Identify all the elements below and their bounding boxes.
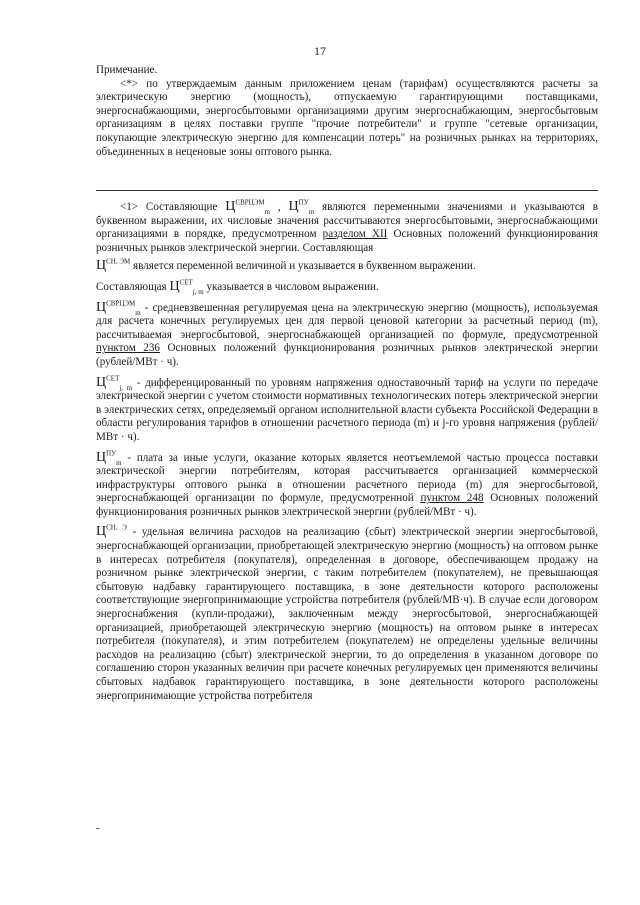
- trailing-mark: -: [96, 822, 100, 834]
- link-point-248[interactable]: пунктом 248: [420, 492, 484, 505]
- footnote-paragraph-2: $Ц^{СН, ЭМ}$ является переменной величиной и указывается в буквенном выражении.: [96, 257, 476, 274]
- definition-pu: $Ц^{ПУ}_m$ - плата за иные услуги, оказание которых является неотъемлемой частью процесса поставки электрической энергии потребителям, которая рассчитывается организацией коммерческой инфраструктуры оптового рынка в отношении расчетного периода (m) для энергосбытовой, энергоснабжающей организации по формуле, предусмотренной пунктом 248 Основных положений функционирования розничных рынков электрической энергии (рублей/МВт · ч).: [96, 448, 598, 518]
- definition-set: $Ц^{СЕТ}_{j, m}$ - дифференцированный по уровням напряжения одноставочный тариф на услуги по передаче электрической энергии с учетом стоимости нормативных технологических потерь электрической энергии в электрических сетях, определяемый органом исполнительной власти субъекта Российской Федерации в области регулирования тарифов в отношении расчетного периода (m) и j-го уровня напряжения (рублей/МВт · ч).: [96, 373, 598, 443]
- symbol-c-sn-em: $Ц^{СН, ЭМ}$: [96, 257, 131, 274]
- symbol-c-set-inline: $Ц^{СЕТ}_{j, m}$: [169, 278, 204, 296]
- link-point-236[interactable]: пунктом 236: [96, 342, 160, 355]
- footnote-paragraph-1: <1> Составляющие $Ц^{СВРЦЭМ}_m$ , $Ц^{ПУ}_m$ являются переменными значениями и указываются в буквенном выражении, их числовые значения рассчитываются энергосбытовыми, энергоснабжающими организациями в порядке, предусмотренном разделом XII Основных положений функционирования розничных рынков электрической энергии. Составляющая: [96, 198, 598, 254]
- symbol-c-svrcem: $Ц^{СВРЦЭМ}_m$: [225, 198, 270, 216]
- definition-sn-e: $Ц^{СН, Э}$ - удельная величина расходов на реализацию (сбыт) электрической энергии энергосбытовой, энергоснабжающей организации, приобретающей электрическую энергию (мощность) на оптовом рынке в интересах потребителя (покупателя), определенная в договоре, обеспечивающем продажу на розничном рынке электрической энергии, с таким потребителем (покупателем), не превышающая сбытовую надбавку гарантирующего поставщика, в зоне деятельности которого расположены соответствующие энергопринимающие устройства потребителя (рублей/МВ·ч). В случае если договором энергоснабжения (купли-продажи), заключенным между энергосбытовой, энергоснабжающей организацией, приобретающей электрическую энергию (мощность) на оптовом рынке в интересах потребителя (покупателя), и этим потребителем (покупателем) не определены удельные величины расходов на реализацию (сбыт) электрической энергии, то до определения в указанном договоре по соглашению сторон указанных величин при расчете конечных регулируемых цен применяются величины сбытовых надбавок гарантирующего поставщика, в зоне деятельности которого расположены энергопринимающие устройства потребителя: [96, 523, 598, 702]
- note-text: <*> по утверждаемым данным приложением ценам (тарифам) осуществляются расчеты за электрическую энергию (мощность), отпускаемую гарантирующими поставщиками, энергоснабжающими, энергосбытовыми организациями другим энергоснабжающим, энергосбытовым организациям в целях поставки группе "прочие потребители" и группе "сетевые организации, покупающие электрическую энергию для компенсации потерь" на розничных рынках на территориях, объединенных в неценовые зоны оптового рынка.: [96, 77, 598, 158]
- footnote-section: [96, 200, 598, 703]
- footnote-separator: [96, 190, 598, 191]
- page-number: 17: [314, 44, 326, 58]
- footnote-paragraph-3: Составляющая $Ц^{СЕТ}_{j, m}$ указывается в числовом выражении.: [96, 278, 379, 296]
- symbol-c-svrcem-def: $Ц^{СВРЦЭМ}_m$: [96, 298, 141, 317]
- note-section: [96, 64, 598, 159]
- symbol-c-sn-e-def: $Ц^{СН, Э}$: [96, 523, 127, 540]
- link-section-xii[interactable]: разделом XII: [322, 228, 388, 241]
- symbol-c-pu-def: $Ц^{ПУ}_m$: [96, 448, 122, 467]
- symbol-c-set-def: $Ц^{СЕТ}_{j, m}$: [96, 373, 133, 392]
- definition-svrcem: $Ц^{СВРЦЭМ}_m$ - средневзвешенная регулируемая цена на электрическую энергию (мощность), используемая для расчета конечных регулируемых цен для первой ценовой категории за расчетный период (m), рассчитываемая энергосбытовой, энергоснабжающей организацией по формуле, предусмотренной пунктом 236 Основных положений функционирования розничных рынков электрической энергии (рублей/МВт · ч).: [96, 298, 598, 368]
- symbol-c-pu: $Ц^{ПУ}_m$: [288, 198, 315, 216]
- note-heading: Примечание.: [96, 64, 158, 76]
